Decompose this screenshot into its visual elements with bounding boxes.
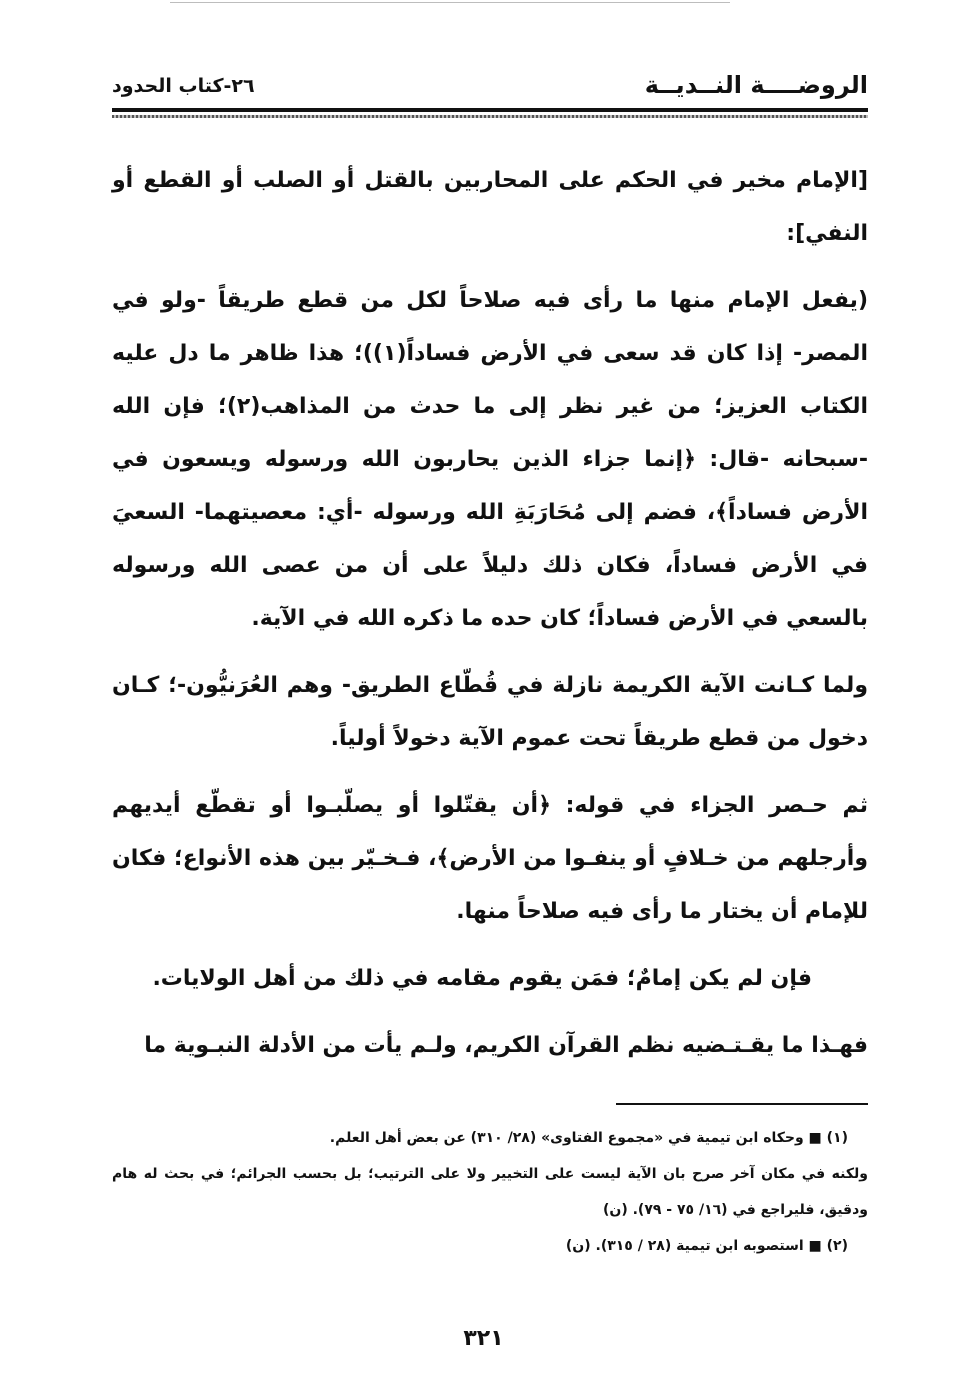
footnote-separator — [616, 1103, 868, 1105]
paragraph-1: (يفعل الإمام منها ما رأى فيه صلاحاً لكل من قطع طريقاً -ولو في المصر- إذا كان قد سعى في الأرض فساداً(١))؛ هذا ظاهر ما دل عليه الكتاب العزيز؛ من غير نظر إلى ما حدث من المذاهب(٢)؛ فإن الله -سبحانه -قال: ﴿إنما جزاء الذين يحاربون الله ورسوله ويسعون في الأرض فساداً﴾، فضم إلى مُحَارَبَةِ الله ورسوله -أي: معصيتهما- السعيَ في الأرض فساداً، فكان ذلك دليلاً على أن من عصى الله ورسوله بالسعي في الأرض فساداً؛ كان حده ما ذكره الله في الآية. — [112, 288, 868, 631]
page-number: ٣٢١ — [463, 1326, 504, 1351]
running-header — [112, 70, 868, 104]
header-rule-secondary — [112, 115, 868, 118]
footnote-1: (١) ■ وحكاه ابن تيمية في «مجموع الفتاوى» (٢٨/ ٣١٠) عن بعض أهل العلم. — [329, 1130, 848, 1146]
section-heading: [الإمام مخير في الحكم على المحاربين بالقتل أو الصلب أو القطع أو النفي]: — [112, 168, 868, 246]
footnote-1-continued: ولكنه في مكان آخر صرح بان الآية ليست على التخيير ولا على الترتيب؛ بل بحسب الجرائم؛ في بحث له هام ودقيق، فليراجع في (١٦/ ٧٥ - ٧٩). (ن) — [112, 1166, 868, 1218]
paragraph-3: ثم حـصر الجزاء في قوله: ﴿أن يقتّلوا أو يصلّبـوا أو تقطّع أيديهم وأرجلهم من خـلافٍ أو ينفـوا من الأرض﴾، فـخـيّر بين هذه الأنواع؛ فكان للإمام أن يختار ما رأى فيه صلاحاً منها. — [112, 793, 868, 924]
paragraph-4: فإن لم يكن إمامٌ؛ فمَن يقوم مقامه في ذلك من أهل الولايات. — [152, 966, 812, 991]
header-book-title: الروضــــة النــديــة — [644, 71, 868, 99]
scan-artifact-line — [170, 2, 730, 3]
paragraph-2: ولما كـانت الآية الكريمة نازلة في قُطّاع الطريق- وهم العُرَنيُّون-؛ كـان دخول من قطع طريقاً تحت عموم الآية دخولاً أولياً. — [112, 673, 868, 751]
paragraph-5: فهـذا ما يقـتـضيه نظم القرآن الكريم، ولـم يأت من الأدلة النبـوية ما — [144, 1033, 868, 1058]
header-chapter-title: ٢٦-كتاب الحدود — [112, 75, 255, 97]
main-text — [112, 154, 868, 1086]
footnotes — [112, 1120, 868, 1264]
footnote-2: (٢) ■ استصوبه ابن تيمية (٢٨ / ٣١٥). (ن) — [565, 1238, 848, 1254]
header-rule — [112, 108, 868, 112]
